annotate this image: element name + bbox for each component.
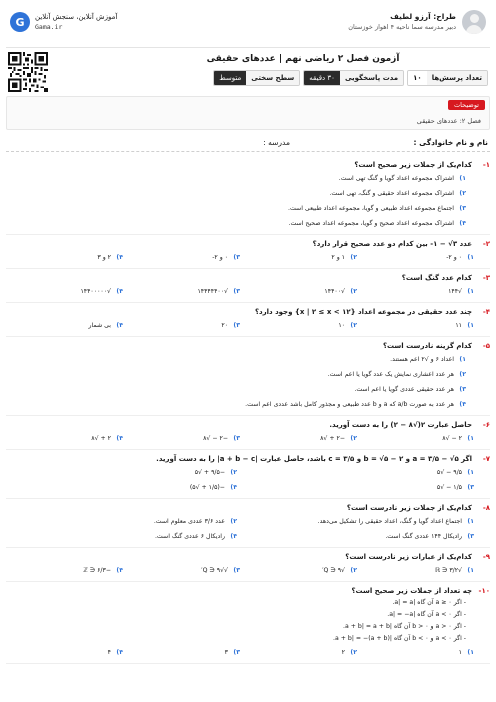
answer-option[interactable] — [6, 250, 123, 265]
question-item — [6, 269, 490, 303]
question-header — [6, 160, 490, 171]
option-number: ۴) — [116, 435, 123, 442]
option-list — [6, 431, 490, 446]
option-text: اعداد ۶ و √۲ اعم هستند. — [390, 356, 454, 363]
avatar — [462, 10, 486, 34]
option-list — [6, 352, 490, 412]
qr-code-icon — [8, 52, 48, 92]
question-header — [6, 454, 490, 465]
question-number: ۵- — [482, 342, 490, 350]
option-number: ۱) — [459, 175, 466, 182]
answer-option[interactable] — [243, 529, 474, 544]
option-list — [6, 514, 490, 544]
question-item — [6, 337, 490, 416]
option-number: ۳) — [233, 649, 240, 656]
option-number: ۳) — [467, 533, 474, 540]
option-text: اجتماع مجموعه اعداد طبیعی و گویا، مجموعه اعداد طبیعی است. — [288, 205, 454, 212]
description-text: فصل ۲: عددهای حقیقی — [416, 117, 481, 125]
answer-option[interactable] — [6, 529, 237, 544]
info-chip-difficulty: سطح سختی متوسط — [213, 70, 300, 86]
option-text: ۱۰ — [338, 322, 345, 329]
option-number: ۳) — [233, 254, 240, 261]
question-header — [6, 341, 490, 352]
question-text: کدام عدد گنگ است؟ — [401, 274, 472, 282]
question-text: کدام‌یک از عبارات زیر نادرست است؟ — [345, 553, 472, 561]
option-text: √۹ ∈ Q′ — [322, 567, 345, 574]
option-text: ۰ و ۲- — [446, 254, 462, 261]
info-chip-questions: تعداد پرسش‌ها ۱۰ — [407, 70, 488, 86]
answer-option[interactable] — [6, 645, 123, 660]
option-number: ۱) — [467, 322, 474, 329]
option-text: ۲ و ۳ — [97, 254, 111, 261]
answer-option[interactable] — [123, 250, 240, 265]
answer-option[interactable] — [6, 186, 466, 201]
school-label: مدرسه : — [263, 138, 290, 147]
option-list — [6, 318, 490, 333]
option-number: ۴) — [459, 220, 466, 227]
option-number: ۴) — [230, 533, 237, 540]
brand-name: آموزش آنلاین، سنجش آنلاین — [35, 13, 118, 21]
option-number: ۳) — [459, 205, 466, 212]
option-text: √۱۴۴۴۴۴۰۰ — [197, 288, 228, 295]
logo-icon: G — [10, 12, 30, 32]
option-number: ۱) — [467, 254, 474, 261]
option-number: ۴) — [459, 401, 466, 408]
option-text: ۰ و ۲- — [212, 254, 228, 261]
question-item — [6, 548, 490, 582]
option-number: ۲) — [350, 288, 357, 295]
answer-option[interactable] — [240, 563, 357, 578]
option-number: ۲) — [230, 469, 237, 476]
option-list — [6, 250, 490, 265]
option-text: ۱ و ۲ — [331, 254, 345, 261]
statement-item: - اگر a < ۰ آن گاه |a| = −a. — [387, 611, 466, 618]
exam-title-card — [8, 52, 488, 92]
question-number: ۹- — [482, 553, 490, 561]
exam-info-chips — [213, 70, 488, 86]
description-box — [6, 96, 490, 130]
option-text: √√۹ ∈ Q′ — [201, 567, 228, 574]
brand-block[interactable] — [10, 12, 117, 32]
statement-item: - اگر a < ۰ و b < ۰ آن گاه |a + b| = −(a + b). — [333, 635, 466, 642]
option-text: رادیکال ۱۴۴ عددی گنگ است. — [385, 533, 462, 540]
answer-option[interactable] — [6, 465, 237, 480]
option-number: ۳) — [233, 567, 240, 574]
answer-option[interactable] — [357, 284, 474, 299]
question-number: ۳- — [482, 274, 490, 282]
option-text: ۲ − √۸ — [442, 435, 462, 442]
option-text: −۲ − √۸ — [203, 435, 228, 442]
statement-item: - اگر a ≥ ۰ آن گاه |a| = a. — [392, 599, 466, 606]
option-number: ۱) — [467, 469, 474, 476]
question-header — [6, 503, 490, 514]
option-list — [6, 645, 490, 660]
option-number: ۴) — [116, 254, 123, 261]
option-list — [6, 465, 490, 495]
question-item — [6, 499, 490, 548]
option-number: ۲) — [350, 322, 357, 329]
option-text: ۲ + √۸ — [91, 435, 111, 442]
option-text: √۳/۲ ∈ ℝ — [435, 567, 462, 574]
answer-option[interactable] — [6, 431, 123, 446]
option-number: ۲) — [350, 254, 357, 261]
answer-option[interactable] — [240, 250, 357, 265]
answer-option[interactable] — [6, 480, 237, 495]
answer-option[interactable] — [6, 284, 123, 299]
option-number: ۲) — [459, 371, 466, 378]
answer-option[interactable] — [243, 465, 474, 480]
question-text: کدام‌یک از جملات زیر نادرست است؟ — [346, 504, 472, 512]
answer-option[interactable] — [6, 367, 466, 382]
exam-title: آزمون فصل ۲ ریاضی نهم | عددهای حقیقی — [206, 54, 400, 64]
option-text: اشتراک مجموعه اعداد صحیح و گویا، مجموعه اعداد صحیح است. — [288, 220, 454, 227]
answer-option[interactable] — [357, 431, 474, 446]
option-number: ۲) — [350, 649, 357, 656]
option-text: هر عدد اعشاری نمایش یک عدد گویا یا اعم است. — [327, 371, 454, 378]
answer-option[interactable] — [6, 352, 466, 367]
brand-url[interactable]: Gama.ir — [35, 23, 63, 31]
option-text: ۳ — [224, 649, 228, 656]
answer-option[interactable] — [6, 382, 466, 397]
question-list — [6, 156, 490, 664]
question-item — [6, 416, 490, 450]
option-text: عدد ۳/۶ عددی معلوم است. — [153, 518, 225, 525]
question-number: ۲- — [482, 240, 490, 248]
option-number: ۴) — [116, 322, 123, 329]
option-number: ۱) — [467, 649, 474, 656]
option-text: ۲۰ — [221, 322, 228, 329]
option-text: ۱/۵ − √۵ — [436, 484, 462, 491]
option-number: ۴) — [116, 649, 123, 656]
option-number: ۲) — [459, 190, 466, 197]
option-text: −۹/۵ + √۵ — [194, 469, 225, 476]
question-item — [6, 450, 490, 499]
question-item — [6, 582, 490, 664]
question-text: اگر a = ۳/۵ − √۵ و b = √۵ − ۲ و c = ۳/۵ باشد، حاصل عبارت |a + b − c| را به دست آورید. — [156, 455, 472, 463]
option-list — [6, 171, 490, 231]
info-chip-duration: مدت پاسخگویی ۳۰ دقیقه — [303, 70, 404, 86]
option-text: √۱۴۴ — [448, 288, 462, 295]
answer-option[interactable] — [240, 318, 357, 333]
option-number: ۴) — [116, 567, 123, 574]
question-number: ۷- — [482, 455, 490, 463]
question-number: ۶- — [482, 421, 490, 429]
answer-option[interactable] — [240, 431, 357, 446]
answer-option[interactable] — [6, 201, 466, 216]
option-text: اشتراک مجموعه اعداد حقیقی و گنگ، تهی است. — [329, 190, 454, 197]
question-header — [6, 239, 490, 250]
question-number: ۱- — [482, 161, 490, 169]
option-number: ۴) — [116, 288, 123, 295]
page-header — [6, 6, 490, 48]
option-text: −۲ + √۸ — [320, 435, 345, 442]
option-number: ۳) — [233, 435, 240, 442]
answer-option[interactable] — [6, 397, 466, 412]
question-header — [6, 307, 490, 318]
statement-list — [6, 597, 490, 645]
option-text: −۶/۳ ∈ ℤ — [83, 567, 111, 574]
option-number: ۴) — [230, 484, 237, 491]
option-text: √۱۴۴۰۰ — [324, 288, 345, 295]
question-text: عدد ۳√ − ۱- بین کدام دو عدد صحیح قرار دارد؟ — [312, 240, 472, 248]
answer-option[interactable] — [123, 563, 240, 578]
option-number: ۲) — [350, 567, 357, 574]
answer-option[interactable] — [243, 480, 474, 495]
answer-option[interactable] — [240, 645, 357, 660]
answer-option[interactable] — [243, 514, 474, 529]
option-number: ۳) — [467, 484, 474, 491]
option-list — [6, 284, 490, 299]
option-number: ۳) — [459, 386, 466, 393]
answer-option[interactable] — [123, 431, 240, 446]
option-number: ۱) — [467, 288, 474, 295]
option-text: ۱ — [458, 649, 462, 656]
option-number: ۲) — [350, 435, 357, 442]
answer-option[interactable] — [123, 645, 240, 660]
answer-option[interactable] — [6, 514, 237, 529]
question-text: کدام‌یک از جملات زیر صحیح است؟ — [354, 161, 472, 169]
option-text: هر عدد به صورت a/b که a و b عدد طبیعی و مجذور کامل باشد عددی اعم است. — [245, 401, 454, 408]
option-number: ۱) — [467, 567, 474, 574]
question-number: ۸- — [482, 504, 490, 512]
option-number: ۲) — [230, 518, 237, 525]
answer-option[interactable] — [240, 284, 357, 299]
option-number: ۱) — [467, 518, 474, 525]
answer-option[interactable] — [6, 563, 123, 578]
question-header — [6, 586, 490, 597]
option-number: ۳) — [233, 322, 240, 329]
answer-option[interactable] — [123, 318, 240, 333]
question-text: چه تعداد از جملات زیر صحیح است؟ — [351, 587, 472, 595]
designer-block — [348, 10, 486, 34]
question-number: ۴- — [482, 308, 490, 316]
option-text: ۱۱ — [455, 322, 462, 329]
description-tag: توضیحات — [448, 100, 485, 110]
answer-option[interactable] — [6, 318, 123, 333]
option-text: اشتراک مجموعه اعداد گویا و گنگ تهی است. — [338, 175, 454, 182]
question-header — [6, 552, 490, 563]
student-name-label: نام و نام خانوادگی : — [413, 138, 488, 147]
question-text: چند عدد حقیقی در مجموعه اعداد {x | ۲ ≤ x < ۱۲} وجود دارد؟ — [254, 308, 472, 316]
option-text: ۴ — [107, 649, 111, 656]
question-header — [6, 420, 490, 431]
question-item — [6, 235, 490, 269]
question-text: کدام گزینه نادرست است؟ — [382, 342, 472, 350]
option-list — [6, 563, 490, 578]
answer-option[interactable] — [357, 250, 474, 265]
option-text: √۱۴۴۰۰۰۰۰ — [80, 288, 111, 295]
option-text: −(۱/۵ + √۵) — [189, 484, 225, 491]
answer-option[interactable] — [357, 645, 474, 660]
question-text: حاصل عبارت ۲(√۸ − ۲) را به دست آورید. — [329, 421, 472, 429]
option-number: ۳) — [233, 288, 240, 295]
answer-option[interactable] — [357, 318, 474, 333]
option-number: ۱) — [459, 356, 466, 363]
question-item — [6, 156, 490, 235]
designer-name: طراح: آرزو لطیف — [390, 12, 456, 21]
option-text: ۲ — [341, 649, 345, 656]
question-header — [6, 273, 490, 284]
option-text: ۹/۵ − √۵ — [436, 469, 462, 476]
answer-option[interactable] — [6, 216, 466, 231]
option-number: ۱) — [467, 435, 474, 442]
option-text: رادیکال ۶ عددی گنگ است. — [154, 533, 225, 540]
question-item — [6, 303, 490, 337]
statement-item: - اگر a > ۰ و b > ۰ آن گاه |a + b| = a + b. — [343, 623, 466, 630]
answer-option[interactable] — [357, 563, 474, 578]
question-number: ۱۰- — [478, 587, 490, 595]
option-text: بی شمار — [88, 322, 111, 329]
answer-option[interactable] — [6, 171, 466, 186]
option-text: هر عدد حقیقی عددی گویا یا اعم است. — [354, 386, 454, 393]
student-info-line — [6, 136, 490, 152]
answer-option[interactable] — [123, 284, 240, 299]
designer-school: دبیر مدرسه سما ناحیه ۴ اهواز خوزستان — [348, 23, 456, 31]
option-text: اجتماع اعداد گویا و گنگ، اعداد حقیقی را تشکیل می‌دهد. — [317, 518, 462, 525]
